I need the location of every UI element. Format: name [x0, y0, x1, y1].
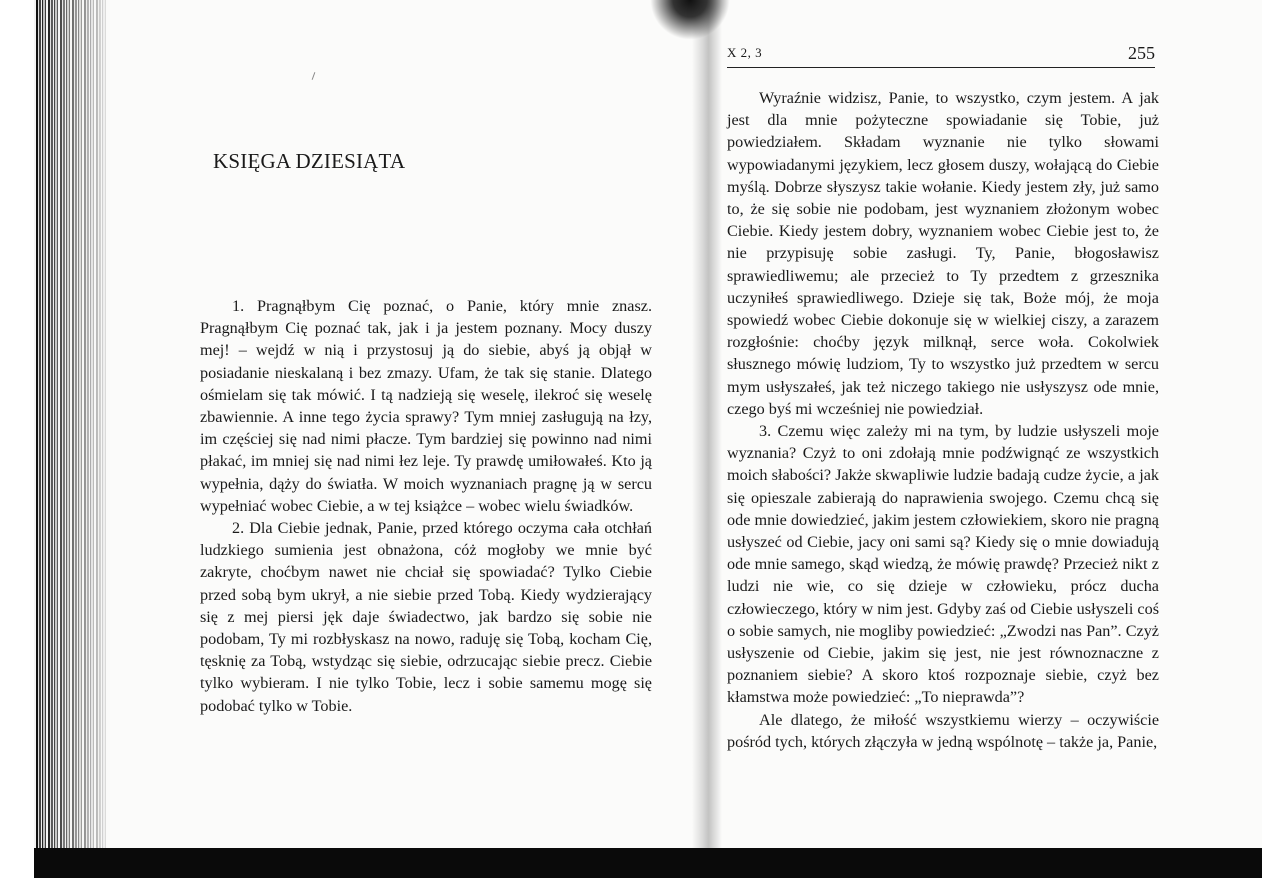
right-page-text	[727, 87, 1159, 753]
left-page-text	[200, 295, 652, 717]
paragraph: 3. Czemu więc zależy mi na tym, by ludzie usłyszeli moje wyznania? Czyż to oni zdołają mnie podźwignąć ze wszystkich moich słabości? Jakże skwapliwie ludzie badają cudze życie, a jak się opieszale zabierają do naprawienia swojego. Czemu chcą się ode mnie dowiedzieć, jakim jestem człowiekiem, skoro nie pragną usłyszeć od Ciebie, jacy oni sami są? Kiedy się o mnie dowiadują ode mnie samego, skąd wiedzą, że mówię prawdę? Przecież nikt z ludzi nie wie, co się dzieje w człowieku, prócz ducha człowieczego, który w nim jest. Gdyby zaś od Ciebie usłyszeli coś o sobie samych, nie mogliby powiedzieć: „Zwodzi nas Pan”. Czyż usłyszenie od Ciebie, jakim się jest, nie jest równoznaczne z poznaniem siebie? A skoro ktoś rozpoznaje siebie, czyż bez kłamstwa może powiedzieć: „To nieprawda”?	[727, 422, 1159, 707]
section-label: X 2, 3	[727, 45, 763, 60]
page-number: 255	[1128, 43, 1155, 63]
book-gutter-shadow	[692, 0, 722, 850]
paragraph: Ale dlatego, że miłość wszystkiemu wierzy – oczywiście pośród tych, których złączyła w jedną wspólnotę – także ja, Panie,	[727, 710, 1159, 751]
right-page	[722, 0, 1159, 850]
running-head	[727, 45, 1155, 68]
paragraph: 1. Pragnąłbym Cię poznać, o Panie, który mnie znasz. Pragnąłbym Cię poznać tak, jak i ja jestem poznany. Mocy duszy mej! – wejdź w nią i przystosuj ją do siebie, abyś ją objął w posiadanie nieskalaną i bez zmazy. Ufam, że tak się stanie. Dlatego ośmielam się tak mówić. I tą nadzieją się weselę, ilekroć się weselę zbawiennie. A inne tego życia sprawy? Tym mniej zasługują na łzy, im częściej się nad nimi płacze. Tym bardziej się powinno nad nimi płakać, im mniej się nad nimi łez leje. Ty prawdę umiłowałeś. Kto ją wypełnia, dąży do światła. W moich wyznaniach pragnę ją w sercu wypełniać wobec Ciebie, a w tej książce – wobec wielu świadków.	[200, 297, 652, 515]
scan-bottom-margin	[0, 878, 1262, 894]
chapter-title: KSIĘGA DZIESIĄTA	[213, 149, 406, 173]
paragraph: Wyraźnie widzisz, Panie, to wszystko, czym jestem. A jak jest dla mnie pożyteczne spowiadanie się Tobie, już powiedziałem. Składam wyznanie nie tylko słowami wypowiadanymi językiem, lecz głosem duszy, wołającą do Ciebie myślą. Dobrze słyszysz takie wołanie. Kiedy jestem zły, już samo to, że się sobie nie podobam, jest wyznaniem złożonym wobec Ciebie. Kiedy jestem dobry, wyznaniem wobec Ciebie jest to, że nie przypisuję sobie zasługi. Ty, Panie, błogosławisz sprawiedliwemu; ale przecież to Ty przedtem z grzesznika uczyniłeś sprawiedliwego. Dzieje się tak, Boże mój, że moja spowiedź wobec Ciebie dokonuje się w wielkiej ciszy, a zarazem rozgłośnie: choćby język milknął, serce woła. Cokolwiek słusznego mówię ludziom, Ty to wszystko już przedtem w sercu mym usłyszałeś, jak też niczego takiego nie usłyszysz ode mnie, czego byś mi wcześniej nie powiedział.	[727, 89, 1159, 418]
scan-margin	[0, 0, 34, 894]
paragraph: 2. Dla Ciebie jednak, Panie, przed którego oczyma cała otchłań ludzkiego sumienia jest obnażona, cóż mogłoby we mnie być zakryte, choćbym nawet nie chciał się spowiadać? Tylko Ciebie przed sobą bym ukrył, a nie siebie przed Tobą. Kiedy wydzierający się z mej piersi jęk daje świadectwo, jak bardzo się sobie nie podobam, Ty mi rozbłyskasz na nowo, raduję się Tobą, kocham Cię, tęsknię za Tobą, wstydząc się siebie, odrzucając siebie precz. Ciebie tylko wybieram. I nie tylko Tobie, lecz i sobie samemu mogę się podobać tylko w Tobie.	[200, 519, 652, 715]
gutter-top-shadow	[650, 0, 730, 40]
left-page	[200, 0, 652, 850]
